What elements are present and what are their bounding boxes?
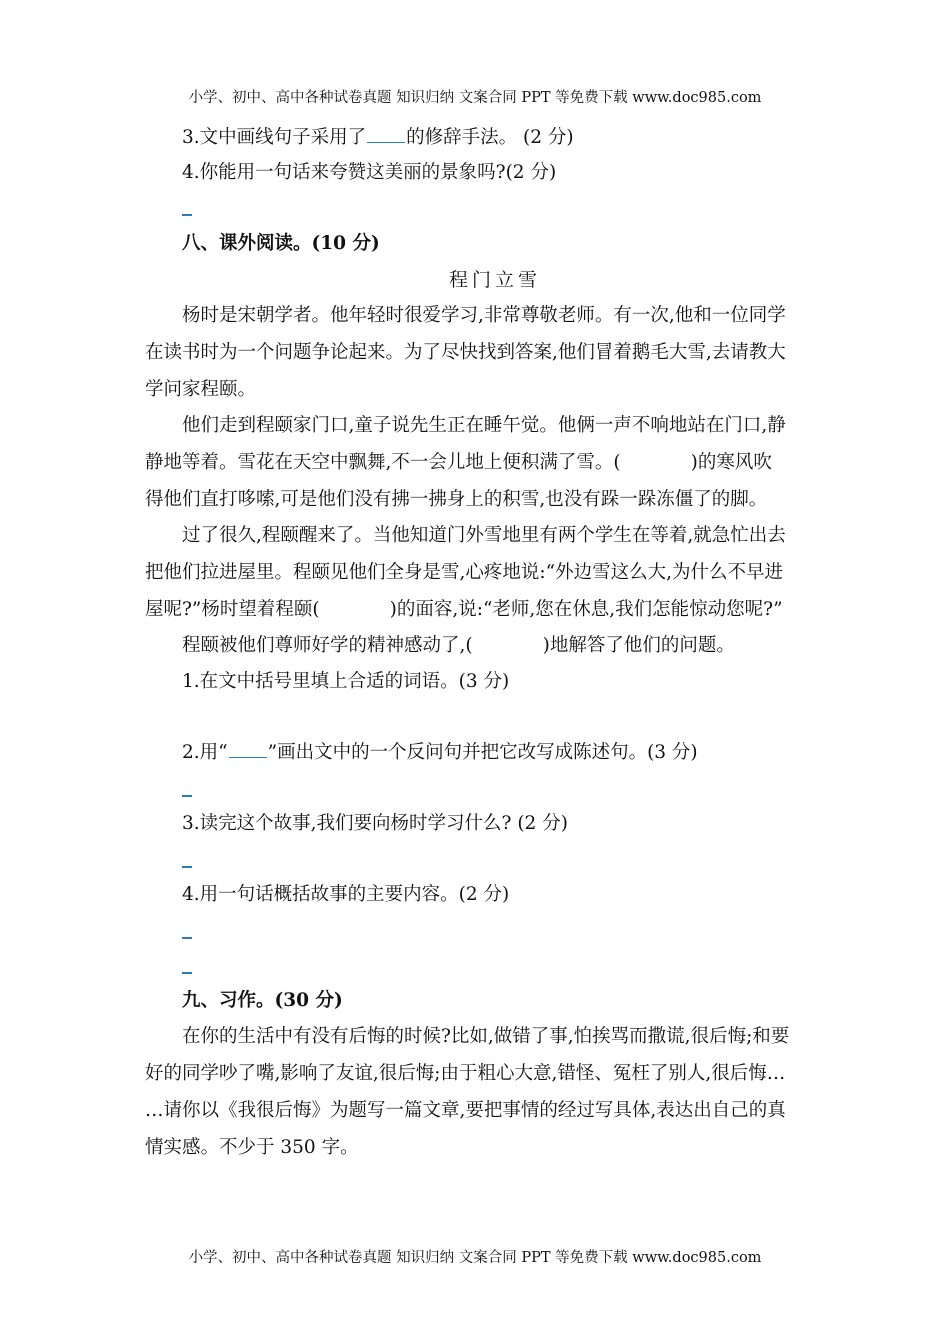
section-9-heading: 九、习作。(30 分) (182, 990, 343, 1011)
passage-line: 在读书时为一个问题争论起来。为了尽快找到答案,他们冒着鹅毛大雪,去请教大 (145, 342, 786, 363)
question-7-4: 4.你能用一句话来夸赞这美丽的景象吗?(2 分) (182, 162, 557, 183)
prompt-line: 好的同学吵了嘴,影响了友谊,很后悔;由于粗心大意,错怪、冤枉了别人,很后悔… (145, 1063, 786, 1084)
passage-line: 学问家程颐。 (145, 379, 257, 400)
section-8-heading: 八、课外阅读。(10 分) (182, 233, 380, 254)
answer-line[interactable] (182, 937, 192, 939)
prompt-line: 在你的生活中有没有后悔的时候?比如,做错了事,怕挨骂而撒谎,很后悔;和要 (182, 1026, 790, 1047)
passage-line: 程颐被他们尊师好学的精神感动了,( )地解答了他们的问题。 (182, 635, 735, 656)
passage-line: 得他们直打哆嗦,可是他们没有拂一拂身上的积雪,也没有跺一跺冻僵了的脚。 (145, 489, 768, 510)
question-8-3: 3.读完这个故事,我们要向杨时学习什么? (2 分) (182, 813, 568, 834)
question-8-1: 1.在文中括号里填上合适的词语。(3 分) (182, 671, 510, 692)
question-8-2: 2.用“ ”画出文中的一个反问句并把它改写成陈述句。(3 分) (182, 742, 698, 763)
answer-line[interactable] (182, 866, 192, 868)
passage-line: 把他们拉进屋里。程颐见他们全身是雪,心疼地说:“外边雪这么大,为什么不早进 (145, 562, 783, 583)
answer-line[interactable] (182, 795, 192, 797)
page-header: 小学、初中、高中各种试卷真题 知识归纳 文案合同 PPT 等免费下载 www.doc985.com (188, 90, 762, 106)
answer-blank[interactable] (367, 126, 405, 143)
answer-blank[interactable] (229, 741, 267, 758)
answer-line[interactable] (182, 972, 192, 974)
passage-line: 杨时是宋朝学者。他年轻时很爱学习,非常尊敬老师。有一次,他和一位同学 (182, 305, 786, 326)
passage-line: 他们走到程颐家门口,童子说先生正在睡午觉。他俩一声不响地站在门口,静 (182, 415, 786, 436)
prompt-line: 情实感。不少于 350 字。 (145, 1137, 359, 1158)
question-7-3: 3.文中画线句子采用了 的修辞手法。 (2 分) (182, 127, 574, 148)
passage-line: 静地等着。雪花在天空中飘舞,不一会儿地上便积满了雪。( )的寒风吹 (145, 452, 772, 473)
answer-line[interactable] (182, 214, 192, 216)
page-footer: 小学、初中、高中各种试卷真题 知识归纳 文案合同 PPT 等免费下载 www.doc985.com (188, 1250, 762, 1266)
passage-title: 程门立雪 (448, 269, 541, 291)
passage-line: 过了很久,程颐醒来了。当他知道门外雪地里有两个学生在等着,就急忙出去 (182, 525, 786, 546)
passage-line: 屋呢?”杨时望着程颐( )的面容,说:“老师,您在休息,我们怎能惊动您呢?” (145, 599, 783, 620)
prompt-line: …请你以《我很后悔》为题写一篇文章,要把事情的经过写具体,表达出自己的真 (145, 1100, 786, 1121)
question-8-4: 4.用一句话概括故事的主要内容。(2 分) (182, 884, 510, 905)
